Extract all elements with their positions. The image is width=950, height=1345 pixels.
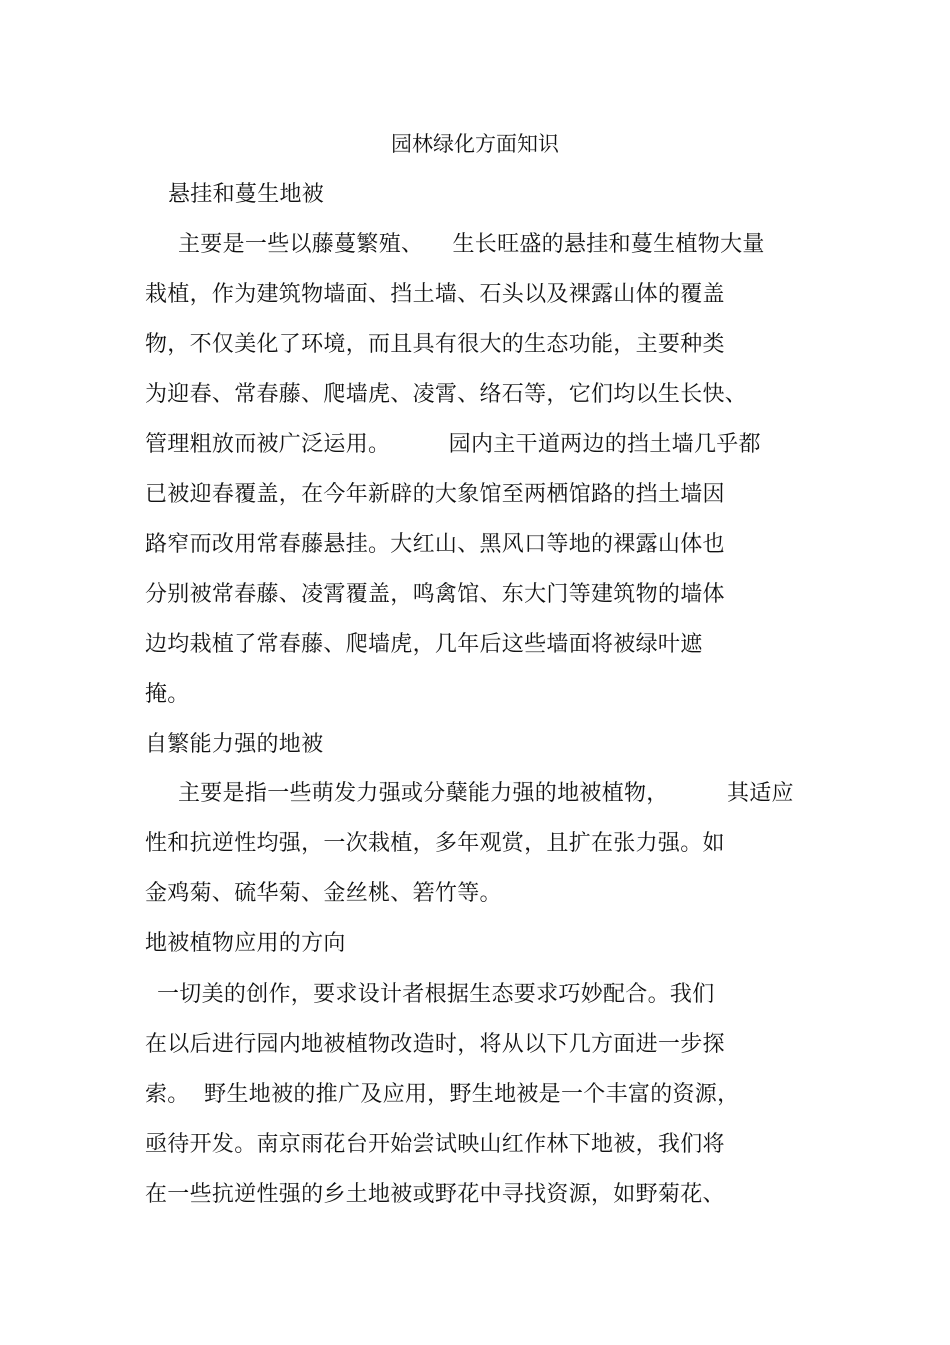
paragraph-line: 栽植，作为建筑物墙面、挡土墙、石头以及裸露山体的覆盖	[145, 282, 725, 307]
paragraph-line: 掩。	[145, 682, 190, 707]
paragraph-line: 分别被常春藤、凌霄覆盖，鸣禽馆、东大门等建筑物的墙体	[145, 582, 725, 607]
section-heading-self-propagating: 自繁能力强的地被	[145, 732, 324, 757]
section-heading-hanging-vines: 悬挂和蔓生地被	[168, 182, 325, 207]
paragraph-line: 物，不仅美化了环境，而且具有很大的生态功能，主要种类	[145, 332, 725, 357]
paragraph-line: 在以后进行园内地被植物改造时，将从以下几方面进一步探	[145, 1032, 725, 1057]
paragraph-line: 已被迎春覆盖，在今年新辟的大象馆至两栖馆路的挡土墙因	[145, 482, 725, 507]
paragraph-line: 路窄而改用常春藤悬挂。大红山、黑风口等地的裸露山体也	[145, 532, 725, 557]
paragraph-line: 亟待开发。南京雨花台开始尝试映山红作林下地被，我们将	[145, 1132, 725, 1157]
paragraph-line: 为迎春、常春藤、爬墙虎、凌霄、络石等，它们均以生长快、	[145, 382, 748, 407]
paragraph-line: 性和抗逆性均强，一次栽植，多年观赏，且扩在张力强。如	[145, 831, 725, 856]
paragraph-line: 主要是一些以藤蔓繁殖、 生长旺盛的悬挂和蔓生植物大量	[178, 232, 765, 257]
paragraph-line: 边均栽植了常春藤、爬墙虎，几年后这些墙面将被绿叶遮	[145, 632, 703, 657]
paragraph-line: 主要是指一些萌发力强或分蘖能力强的地被植物， 其适应	[178, 781, 794, 806]
section-heading-application-direction: 地被植物应用的方向	[145, 931, 346, 956]
paragraph-line: 金鸡菊、硫华菊、金丝桃、箬竹等。	[145, 881, 502, 906]
paragraph-line: 在一些抗逆性强的乡土地被或野花中寻找资源，如野菊花、	[145, 1182, 725, 1207]
paragraph-line: 索。 野生地被的推广及应用，野生地被是一个丰富的资源，	[145, 1082, 740, 1107]
document-title: 园林绿化方面知识	[391, 132, 559, 156]
paragraph-line: 管理粗放而被广泛运用。 园内主干道两边的挡土墙几乎都	[145, 432, 761, 457]
paragraph-line: 一切美的创作，要求设计者根据生态要求巧妙配合。我们	[157, 982, 715, 1007]
